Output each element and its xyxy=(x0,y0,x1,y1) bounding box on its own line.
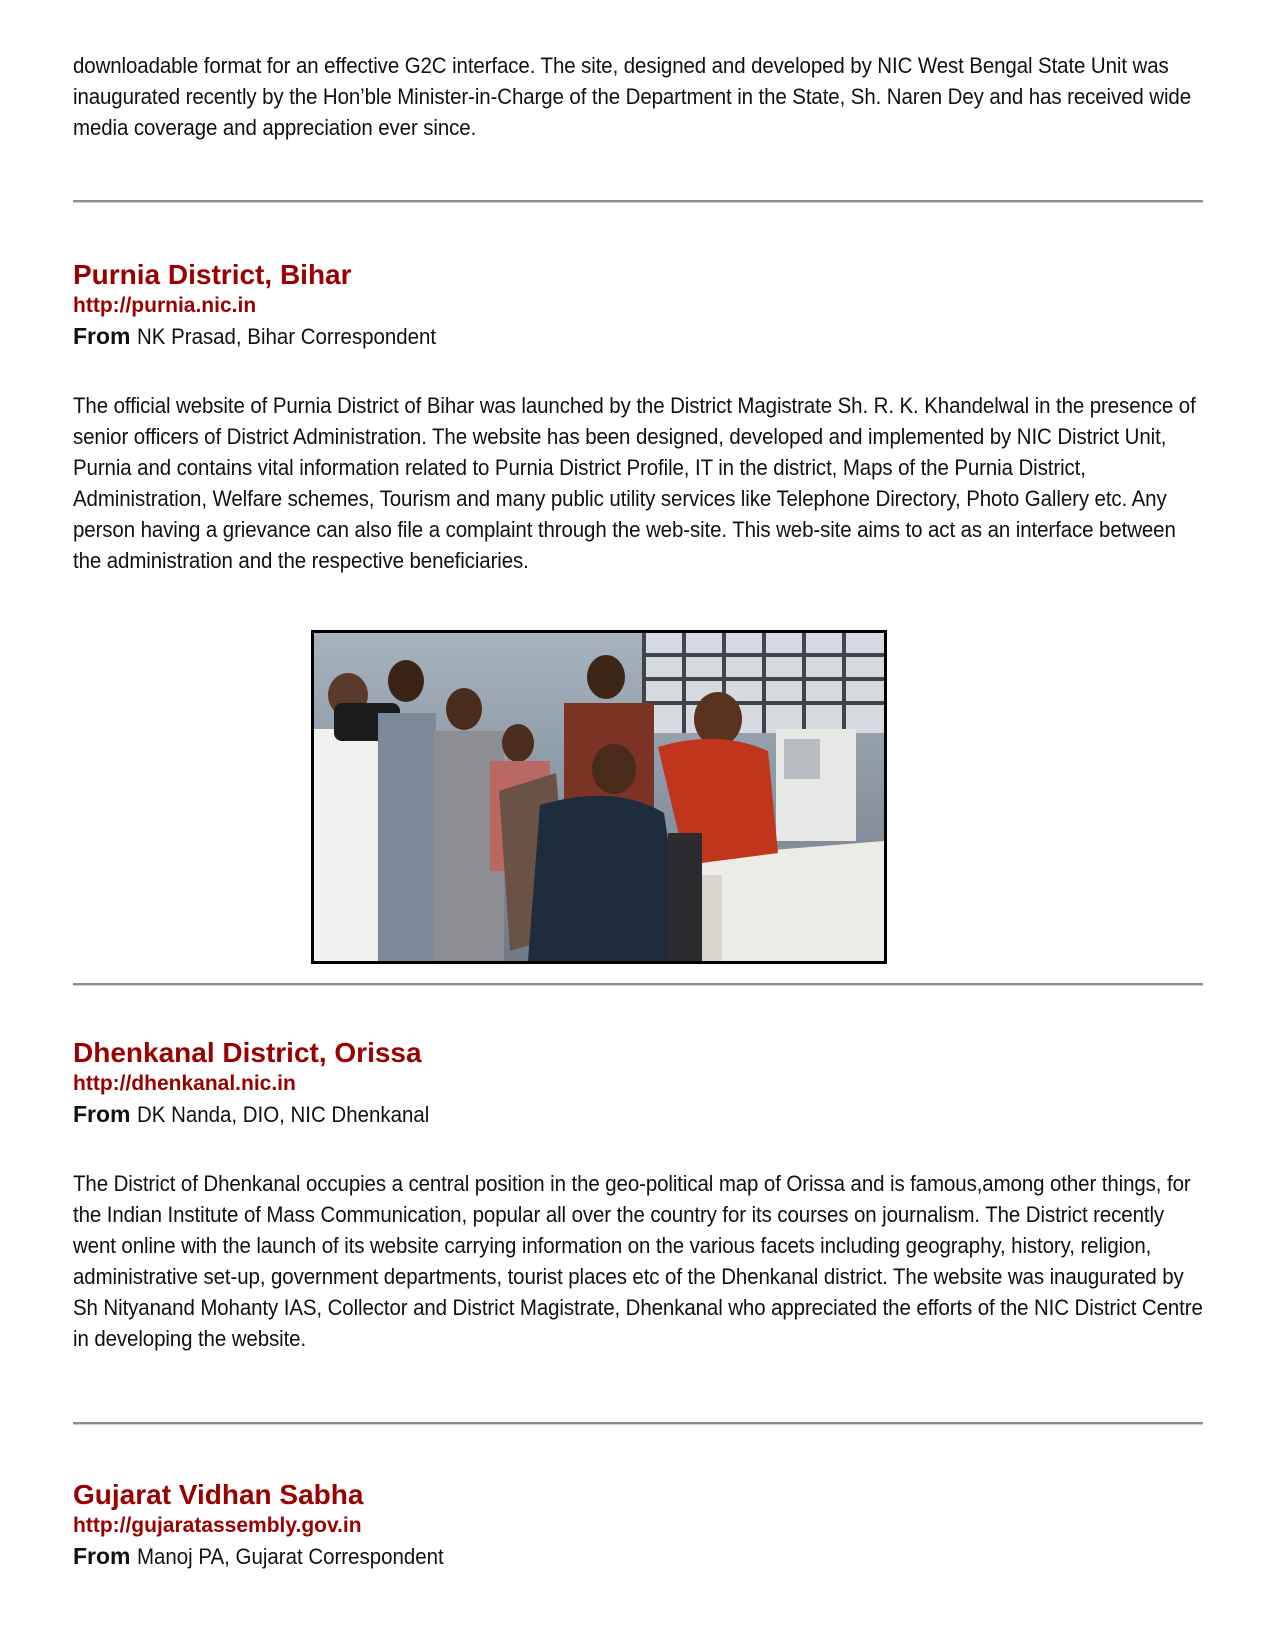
section-body: The official website of Purnia District of Bihar was launched by the District Magistrate Sh. R. K. Khandelwal in the presence of senior officers of District Administration. The website has been designed, developed and implemented by NIC District Unit, Purnia and contains vital information related to Purnia District Profile, IT in the district, Maps of the Purnia District, Administration, Welfare schemes, Tourism and many public utility services like Telephone Directory, Photo Gallery etc. Any person having a grievance can also file a complaint through the web-site. This web-site aims to act as an interface between the administration and the respective beneficiaries. xyxy=(73,393,1196,573)
launch-photo-illustration xyxy=(314,633,884,961)
section-byline xyxy=(73,1097,1275,1132)
section-byline xyxy=(73,319,1275,354)
byline-label: From xyxy=(73,1543,131,1569)
section-title: Purnia District, Bihar xyxy=(73,259,352,290)
byline-label: From xyxy=(73,323,131,349)
section-purnia xyxy=(73,258,1275,576)
section-gujarat xyxy=(73,1478,467,1574)
section-dhenkanal xyxy=(73,1036,1275,1354)
launch-photo xyxy=(311,630,887,964)
byline-author: NK Prasad, Bihar Correspondent xyxy=(136,324,437,349)
intro-paragraph: downloadable format for an effective G2C interface. The site, designed and developed by NIC West Bengal State Unit was inaugurated recently by the Hon’ble Minister-in-Charge of the Department in the State, Sh. Naren Dey and has received wide media coverage and appreciation ever since. xyxy=(73,53,1191,140)
byline-author: DK Nanda, DIO, NIC Dhenkanal xyxy=(136,1102,430,1127)
section-url-link[interactable]: http://purnia.nic.in xyxy=(73,294,257,317)
section-title: Dhenkanal District, Orissa xyxy=(73,1037,422,1068)
window-grille xyxy=(644,633,884,733)
section-body: The District of Dhenkanal occupies a central position in the geo-political map of Orissa and is famous,among other things, for the Indian Institute of Mass Communication, popular all over the country for its courses on journalism. The District recently went online with the launch of its website carrying information on the various facets including geography, history, religion, administrative set-up, government departments, tourist places etc of the Dhenkanal district. The website was inaugurated by Sh Nityanand Mohanty IAS, Collector and District Magistrate, Dhenkanal who appreciated the efforts of the NIC District Centre in developing the website. xyxy=(73,1171,1203,1351)
section-url-link[interactable]: http://gujaratassembly.gov.in xyxy=(73,1514,362,1537)
section-title: Gujarat Vidhan Sabha xyxy=(73,1479,364,1510)
byline-label: From xyxy=(73,1101,131,1127)
photo-container xyxy=(311,630,887,964)
section-divider xyxy=(73,1422,1203,1425)
section-divider xyxy=(73,200,1203,203)
section-url-link[interactable]: http://dhenkanal.nic.in xyxy=(73,1072,296,1095)
byline-author: Manoj PA, Gujarat Correspondent xyxy=(136,1544,444,1569)
section-byline xyxy=(73,1539,467,1574)
section-divider xyxy=(73,983,1203,986)
